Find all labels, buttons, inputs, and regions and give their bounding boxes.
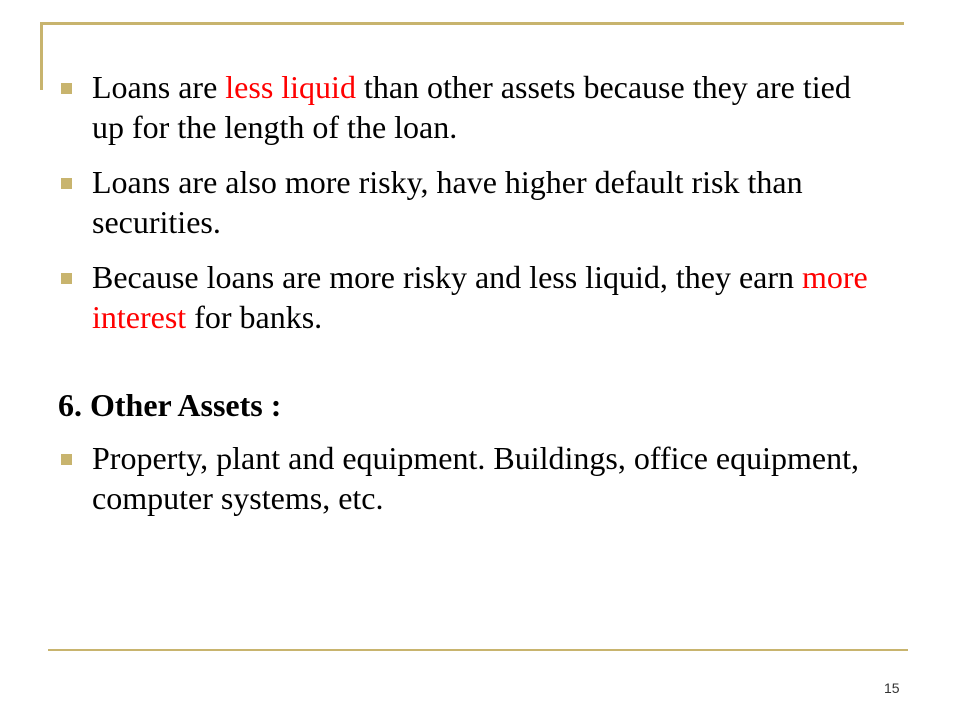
bottom-frame-line [48,649,908,651]
bullet-text-before: Loans are [92,69,226,105]
slide-body [58,67,878,533]
top-frame-line [40,22,904,25]
bullet-loans-less-liquid [58,67,878,147]
bullet-loans-earn-interest [58,257,878,337]
square-bullet-icon [61,83,72,94]
square-bullet-icon [61,273,72,284]
bullet-property-plant-equipment [58,438,878,518]
bullet-text-after: than other assets because they are tied up for the length of the loan. [92,69,851,145]
highlight-more-interest: more interest [92,259,868,335]
section-heading-other-assets: 6. Other Assets : [58,387,282,423]
left-frame-line [40,22,43,90]
highlight-less-liquid: less liquid [225,69,356,105]
bullet-text-after: for banks. [186,299,323,335]
page-number: 15 [884,680,900,696]
bullet-text: Loans are also more risky, have higher default risk than securities. [92,164,803,240]
square-bullet-icon [61,454,72,465]
bullet-text-before: Because loans are more risky and less liquid, they earn [92,259,802,295]
bullet-loans-more-risky [58,162,878,242]
bullet-text: Property, plant and equipment. Buildings, office equipment, computer systems, etc. [92,440,859,516]
square-bullet-icon [61,178,72,189]
